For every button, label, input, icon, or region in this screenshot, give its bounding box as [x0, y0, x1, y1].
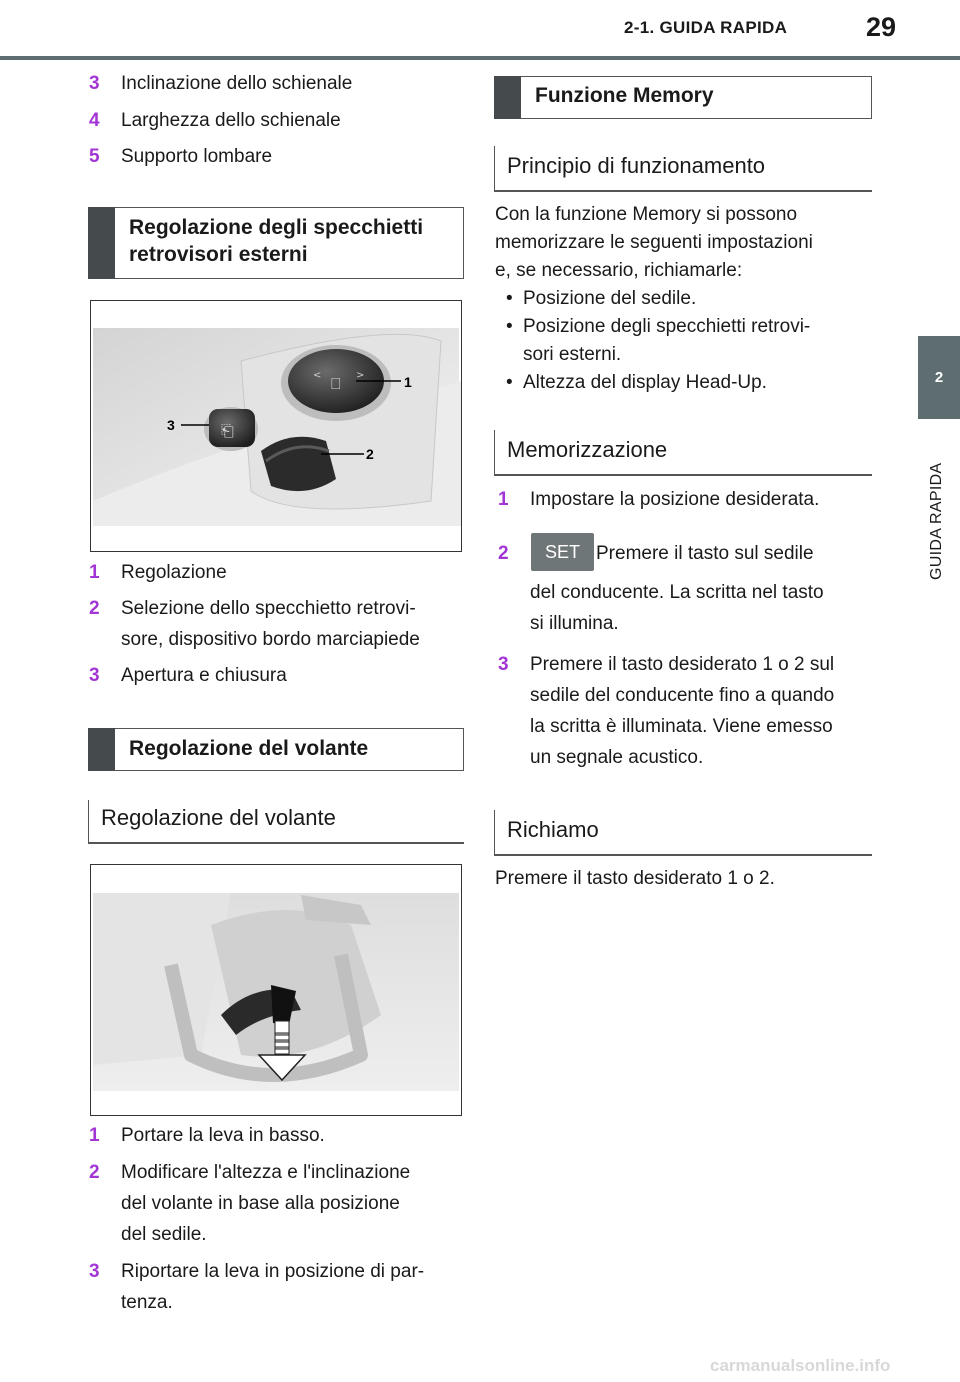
item-text: del volante in base alla posizione — [121, 1193, 400, 1214]
item-text: la scritta è illuminata. Viene emesso — [530, 716, 833, 737]
item-text: del conducente. La scritta nel tasto — [530, 582, 824, 603]
subsection-rule — [494, 190, 872, 192]
item-number: 3 — [498, 654, 509, 675]
page-number: 29 — [866, 12, 897, 42]
subsection-title: Principio di funzionamento — [494, 146, 872, 190]
header-rule — [0, 56, 960, 60]
section-header-mirrors — [88, 207, 464, 279]
item-number: 1 — [89, 562, 100, 583]
item-text: Premere il tasto sul sedile — [596, 543, 814, 564]
step-continuation — [498, 577, 870, 639]
bullet-marker: • — [506, 372, 513, 393]
list-item — [89, 1120, 461, 1151]
list-item — [89, 1256, 461, 1318]
bullet-marker: • — [506, 316, 513, 337]
section-header-wheel — [88, 728, 464, 771]
paragraph-line: Premere il tasto desiderato 1 o 2. — [495, 868, 775, 889]
item-number: 1 — [498, 489, 509, 510]
item-text: tenza. — [121, 1292, 173, 1313]
list-item — [89, 105, 459, 136]
svg-text:<: < — [313, 370, 322, 381]
steering-lever-illustration — [91, 865, 461, 1115]
svg-text:>: > — [356, 370, 365, 381]
item-text: Impostare la posizione desiderata. — [530, 489, 820, 510]
paragraph-line: memorizzare le seguenti impostazioni — [495, 232, 813, 253]
chapter-tab[interactable]: 2 — [918, 336, 960, 419]
section-title: Regolazione del volante — [129, 737, 369, 760]
mirror-control-figure — [90, 300, 462, 552]
item-text: Supporto lombare — [121, 146, 273, 167]
set-button[interactable]: SET — [531, 533, 594, 571]
svg-text:⎕: ⎕ — [331, 374, 341, 393]
section-header-bar — [88, 207, 115, 279]
list-item — [89, 68, 459, 99]
item-text: Regolazione — [121, 562, 227, 583]
subsection-rule — [494, 474, 872, 476]
subsection-title: Richiamo — [494, 810, 872, 854]
item-text: Modificare l'altezza e l'inclinazione — [121, 1162, 411, 1183]
item-text: Portare la leva in basso. — [121, 1125, 325, 1146]
item-text: si illumina. — [530, 613, 619, 634]
item-text: Inclinazione dello schienale — [121, 73, 353, 94]
item-number: 2 — [498, 543, 509, 564]
bullet-marker: • — [506, 288, 513, 309]
bullet-text: Posizione degli specchietti retrovi- — [523, 316, 811, 337]
section-title: Funzione Memory — [535, 84, 714, 107]
mirror-control-illustration — [91, 301, 461, 551]
callout-label: 3 — [167, 417, 175, 433]
section-title: 2-1. GUIDA RAPIDA — [624, 18, 788, 37]
watermark: carmanualsonline.info — [710, 1356, 891, 1375]
list-item — [498, 649, 870, 773]
item-number: 3 — [89, 665, 100, 686]
paragraph-line: Con la funzione Memory si possono — [495, 204, 798, 225]
callout-label: 2 — [366, 446, 374, 462]
list-item — [89, 593, 461, 655]
subsection-rule — [88, 842, 464, 844]
item-text: Riportare la leva in posizione di par- — [121, 1261, 425, 1282]
steering-lever-figure — [90, 864, 462, 1116]
list-item — [89, 557, 461, 588]
bullet-text: sori esterni. — [523, 344, 622, 365]
item-text: sore, dispositivo bordo marciapiede — [121, 629, 420, 650]
section-header-bar — [88, 728, 115, 771]
list-item — [89, 141, 459, 172]
item-text: Selezione dello specchietto retrovi- — [121, 598, 416, 619]
subsection-rule — [494, 854, 872, 856]
section-title-line: Regolazione degli specchietti — [129, 216, 424, 239]
item-text: Apertura e chiusura — [121, 665, 287, 686]
list-item — [89, 660, 461, 691]
item-text: Premere il tasto desiderato 1 o 2 sul — [530, 654, 835, 675]
section-header-bar — [494, 76, 521, 119]
item-text: un segnale acustico. — [530, 747, 704, 768]
svg-text:⎗: ⎗ — [221, 421, 234, 440]
item-text: sedile del conducente fino a quando — [530, 685, 835, 706]
item-text: del sedile. — [121, 1224, 207, 1245]
item-number: 1 — [89, 1125, 100, 1146]
subsection-title: Regolazione del volante — [88, 800, 460, 842]
section-title-line: retrovisori esterni — [129, 243, 308, 266]
section-header-memory — [494, 76, 872, 119]
item-number: 3 — [89, 1261, 100, 1282]
item-number: 5 — [89, 146, 100, 167]
list-item — [89, 1157, 461, 1250]
item-number: 2 — [89, 1162, 100, 1183]
bullet-text: Altezza del display Head-Up. — [523, 372, 767, 393]
subsection-title: Memorizzazione — [494, 430, 872, 474]
paragraph-line: e, se necessario, richiamarle: — [495, 260, 743, 281]
item-number: 3 — [89, 73, 100, 94]
item-text: Larghezza dello schienale — [121, 110, 341, 131]
callout-label: 1 — [404, 374, 412, 390]
chapter-tab-label: GUIDA RAPIDA — [928, 462, 945, 580]
bullet-text: Posizione del sedile. — [523, 288, 697, 309]
item-number: 4 — [89, 110, 100, 131]
item-number: 2 — [89, 598, 100, 619]
list-item — [498, 484, 870, 515]
